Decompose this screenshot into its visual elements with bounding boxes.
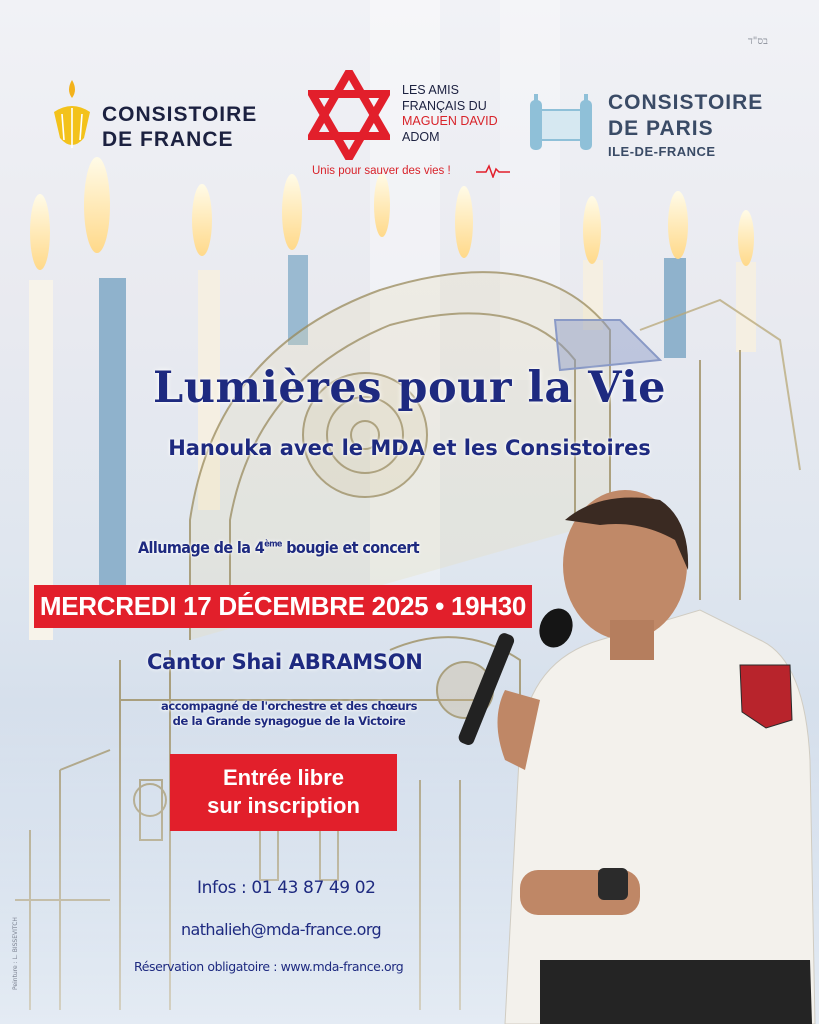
hebrew-mark: בס"ד bbox=[748, 36, 768, 47]
mda-slogan: Unis pour sauver des vies ! bbox=[312, 165, 451, 177]
accompaniment-line2: de la Grande synagogue de la Victoire bbox=[172, 714, 406, 728]
consistoire-paris-logo bbox=[528, 88, 788, 168]
accompaniment-text bbox=[144, 699, 434, 729]
consistoire-france-line1: CONSISTOIRE bbox=[102, 103, 258, 126]
consistoire-france-logo bbox=[50, 80, 280, 160]
consistoire-france-line2: DE FRANCE bbox=[102, 128, 234, 151]
mda-line4: ADOM bbox=[402, 130, 440, 144]
poster-subtitle: Hanouka avec le MDA et les Consistoires bbox=[168, 436, 651, 460]
consistoire-paris-line3: ILE-DE-FRANCE bbox=[608, 144, 716, 159]
mda-line3: MAGUEN DAVID bbox=[402, 114, 498, 128]
mda-line2: FRANÇAIS DU bbox=[402, 99, 487, 113]
performer-name: Cantor Shai ABRAMSON bbox=[147, 650, 423, 674]
allumage-sup: ème bbox=[264, 539, 282, 550]
accompaniment-line1: accompagné de l'orchestre et des chœurs bbox=[160, 699, 418, 713]
entry-line2: sur inscription bbox=[207, 793, 360, 818]
torah-scroll-icon bbox=[528, 92, 594, 156]
reservation-text[interactable]: Réservation obligatoire : www.mda-france.org bbox=[134, 959, 404, 974]
mda-logo bbox=[308, 70, 528, 180]
allumage-text bbox=[138, 538, 419, 557]
entry-box bbox=[170, 754, 397, 831]
cantor-photo bbox=[457, 490, 815, 1024]
allumage-after: bougie et concert bbox=[281, 538, 420, 557]
date-banner: MERCREDI 17 DÉCEMBRE 2025 • 19H30 bbox=[34, 585, 532, 628]
mda-line1: LES AMIS bbox=[402, 83, 459, 97]
info-phone: Infos : 01 43 87 49 02 bbox=[197, 878, 376, 898]
contact-email[interactable]: nathalieh@mda-france.org bbox=[181, 920, 382, 939]
menorah-flame-icon bbox=[50, 80, 94, 160]
entry-line1: Entrée libre bbox=[222, 765, 345, 790]
heartbeat-icon bbox=[476, 164, 510, 178]
painting-credit: Peinture : L. BISSEVITCH bbox=[12, 917, 19, 990]
consistoire-paris-line1: CONSISTOIRE bbox=[608, 91, 764, 114]
allumage-before: Allumage de la 4 bbox=[138, 538, 265, 557]
consistoire-paris-line2: DE PARIS bbox=[608, 117, 714, 140]
star-of-david-icon bbox=[308, 70, 390, 160]
poster-title: Lumières pour la Vie bbox=[153, 363, 666, 413]
